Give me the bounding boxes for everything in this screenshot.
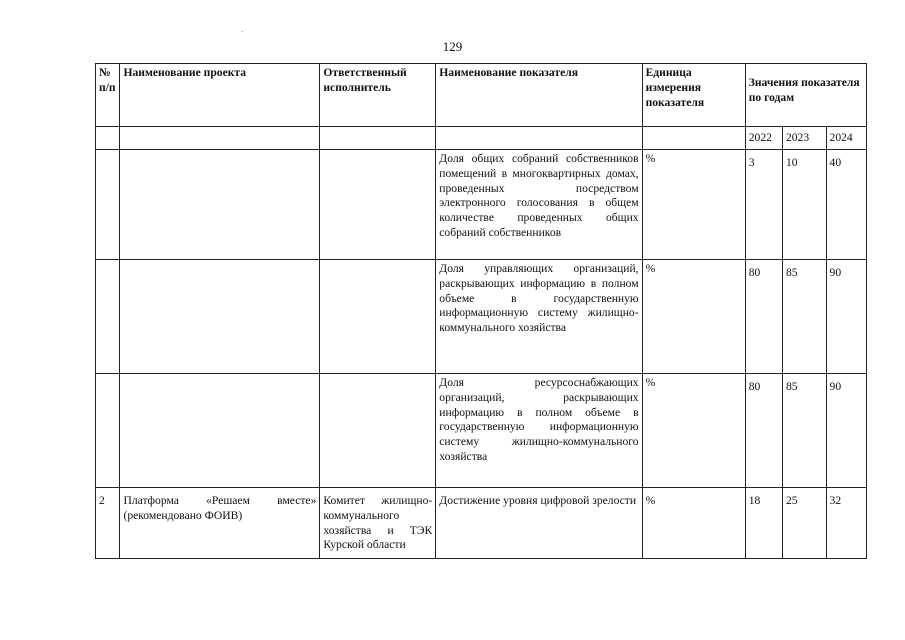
row-num — [96, 260, 120, 374]
row-value-2023: 85 — [782, 260, 826, 374]
table-header-row — [96, 64, 867, 127]
row-unit: % — [642, 374, 745, 488]
header-project: Наименование проекта — [120, 64, 320, 127]
header-values-label: Значения показателя по годам — [748, 76, 860, 104]
row-unit: % — [642, 488, 745, 559]
row-project — [120, 260, 320, 374]
row-value-2024: 32 — [826, 488, 866, 559]
row-value-2022: 80 — [745, 260, 782, 374]
row-value-2022: 3 — [745, 150, 782, 260]
row-project: Платформа «Решаем вместе» (рекомендовано ФОИВ) — [120, 488, 320, 559]
row-project — [120, 150, 320, 260]
year-2023: 2023 — [782, 127, 826, 150]
row-value-2024: 90 — [826, 374, 866, 488]
row-num — [96, 374, 120, 488]
table-row — [96, 260, 867, 374]
row-indicator: Доля ресурсоснабжающих организаций, раскрывающих информацию в полном объеме в государственную информационную систему жилищно-коммунального хозяйства — [436, 374, 642, 488]
indicators-table — [95, 63, 867, 559]
header-unit: Единица измерения показателя — [642, 64, 745, 127]
row-num: 2 — [96, 488, 120, 559]
header-indicator: Наименование показателя — [436, 64, 642, 127]
row-value-2023: 85 — [782, 374, 826, 488]
row-num — [96, 150, 120, 260]
header-values — [745, 64, 866, 127]
year-2022: 2022 — [745, 127, 782, 150]
page-number: 129 — [442, 39, 463, 54]
row-executor — [320, 260, 436, 374]
row-executor: Комитет жилищно-коммунального хозяйства и ТЭК Курской области — [320, 488, 436, 559]
row-value-2023: 10 — [782, 150, 826, 260]
table-row — [96, 374, 867, 488]
row-indicator: Доля управляющих организаций, раскрывающих информацию в полном объеме в государственную информационную систему жилищно-коммунального хозяйства — [436, 260, 642, 374]
row-indicator: Достижение уровня цифровой зрелости — [436, 488, 642, 559]
row-value-2022: 18 — [745, 488, 782, 559]
row-project — [120, 374, 320, 488]
row-indicator: Доля общих собраний собственников помещений в многоквартирных домах, проведенных посредством электронного голосования в общем количестве проведенных общих собраний собственников — [436, 150, 642, 260]
row-unit: % — [642, 150, 745, 260]
table-row — [96, 488, 867, 559]
year-2024: 2024 — [826, 127, 866, 150]
row-value-2022: 80 — [745, 374, 782, 488]
row-unit: % — [642, 260, 745, 374]
row-value-2024: 40 — [826, 150, 866, 260]
table-years-row — [96, 127, 867, 150]
scan-dot — [242, 31, 243, 32]
row-value-2024: 90 — [826, 260, 866, 374]
header-num: № п/п — [96, 64, 120, 127]
row-value-2023: 25 — [782, 488, 826, 559]
row-executor — [320, 150, 436, 260]
table-row — [96, 150, 867, 260]
header-executor: Ответственный исполнитель — [320, 64, 436, 127]
row-executor — [320, 374, 436, 488]
